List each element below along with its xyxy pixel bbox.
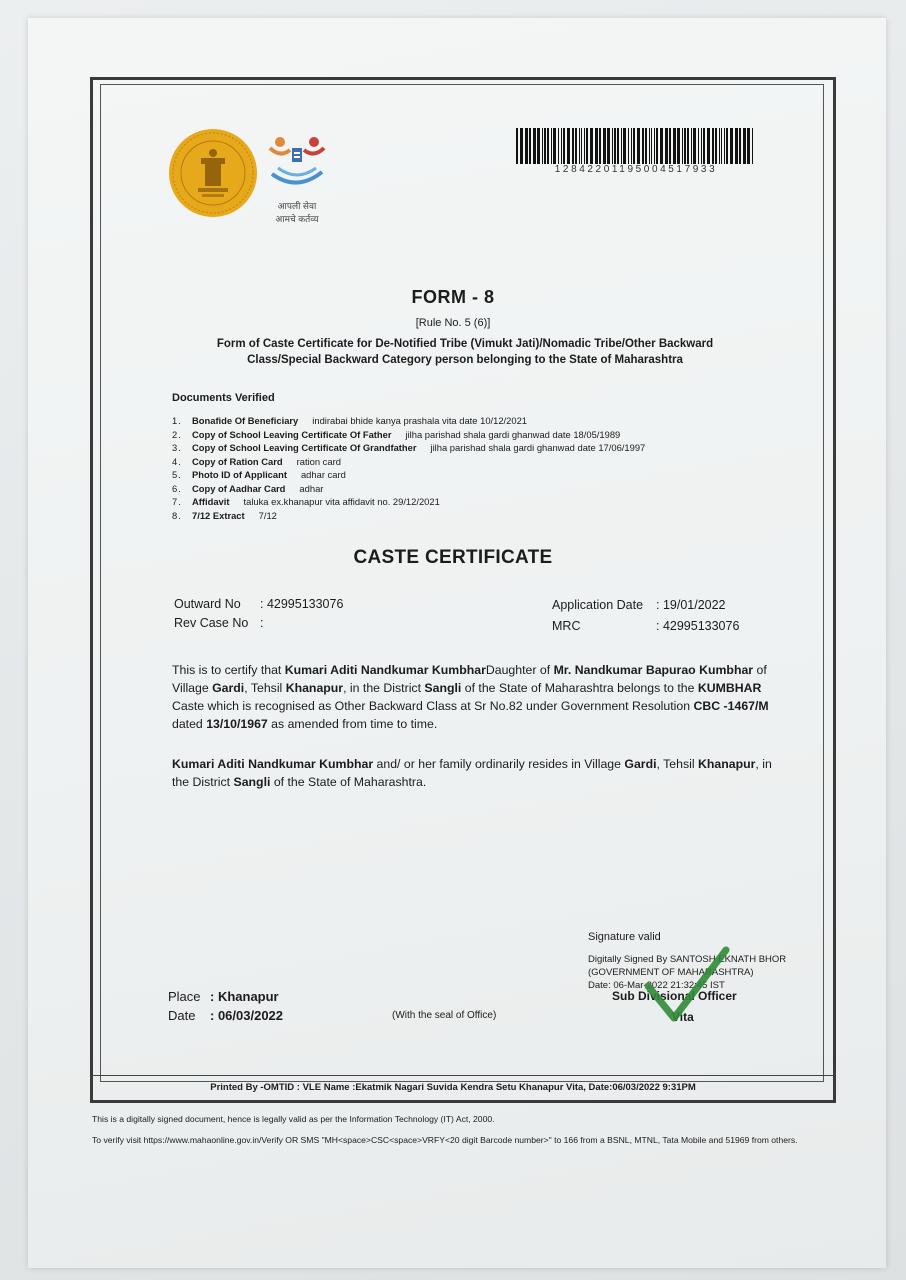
application-date-value: : 19/01/2022 [656, 598, 726, 612]
barcode-bar [520, 128, 523, 164]
rev-case-value: : [260, 616, 264, 630]
barcode-bar [656, 128, 658, 164]
aapli-seva-hands-icon [262, 128, 332, 192]
barcode-bar [590, 128, 593, 164]
place [168, 989, 279, 1004]
rev-case-no [174, 616, 263, 630]
barcode-bar [684, 128, 686, 164]
mrc-label: MRC [552, 619, 581, 633]
barcode-bar [633, 128, 635, 164]
barcode-bar [721, 128, 722, 164]
barcode-bar [669, 128, 671, 164]
barcode [516, 128, 756, 164]
barcode-bar [567, 128, 570, 164]
barcode-bar [660, 128, 663, 164]
logo-tagline-2: आमचे कर्तव्य [275, 214, 319, 224]
barcode-bar [603, 128, 606, 164]
barcode-bar [654, 128, 655, 164]
application-date [552, 598, 726, 612]
certificate-title: CASTE CERTIFICATE [353, 547, 553, 568]
barcode-bar [631, 128, 632, 164]
barcode-bar [693, 128, 696, 164]
list-item: 6. Copy of Aadhar Card adhar [172, 482, 324, 494]
barcode-bar [747, 128, 750, 164]
barcode-bar [724, 128, 725, 164]
outward-no-value: : 42995133076 [260, 597, 344, 611]
barcode-bar [665, 128, 668, 164]
list-item: 7. Affidavit taluka ex.khanapur vita affidavit no. 29/12/2021 [172, 496, 440, 507]
application-date-label: Application Date [552, 598, 644, 612]
barcode-bar [739, 128, 741, 164]
barcode-bar [642, 128, 644, 164]
barcode-bar [586, 128, 588, 164]
documents-list [172, 414, 645, 522]
barcode-bar [715, 128, 717, 164]
barcode-bar [563, 128, 565, 164]
barcode-bar [698, 128, 699, 164]
list-item: 2. Copy of School Leaving Certificate Of Father jilha parishad shala gardi ghanwad date 18/05/1989 [172, 428, 621, 440]
designation: Sub Divisional Officer [612, 989, 737, 1003]
green-check-icon [626, 940, 736, 1030]
barcode-bar [544, 128, 546, 164]
barcode-bar [623, 128, 626, 164]
barcode-bar [547, 128, 549, 164]
barcode-bar [533, 128, 536, 164]
barcode-bar [614, 128, 616, 164]
barcode-bar [735, 128, 738, 164]
barcode-bar [553, 128, 556, 164]
form-title: FORM - 8 [411, 287, 495, 307]
barcode-bar [628, 128, 629, 164]
barcode-bar [649, 128, 650, 164]
barcode-bar [595, 128, 598, 164]
list-item: 5. Photo ID of Applicant adhar card [172, 469, 346, 480]
barcode-bar [726, 128, 728, 164]
barcode-bar [525, 128, 528, 164]
barcode-bar [599, 128, 601, 164]
rule-number: [Rule No. 5 (6)] [415, 317, 491, 329]
list-item: 1. Bonafide Of Beneficiary indirabai bhide kanya prashala vita date 10/12/2021 [172, 415, 528, 426]
barcode-bar [703, 128, 705, 164]
barcode-bar [730, 128, 733, 164]
date-label: Date [168, 1008, 196, 1023]
barcode-bar [542, 128, 543, 164]
list-item: 4. Copy of Ration Card ration card [172, 455, 341, 467]
place-label: Place [168, 989, 201, 1004]
certificate-paragraph-2: Kumari Aditi Nandkumar Kumbhar and/ or her family ordinarily resides in Village Gardi, Tehsil Khanapur, in the District Sangli of the State of Maharashtra. [172, 757, 772, 789]
barcode-bar [719, 128, 720, 164]
date-value: : 06/03/2022 [210, 1008, 284, 1023]
barcode-bar [752, 128, 753, 164]
barcode-bar [701, 128, 702, 164]
office-name: Vita [672, 1010, 694, 1024]
barcode-bar [673, 128, 676, 164]
barcode-bar [579, 128, 580, 164]
barcode-bar [637, 128, 640, 164]
place-value: : Khanapur [210, 989, 279, 1004]
barcode-bar [707, 128, 710, 164]
barcode-bar [677, 128, 680, 164]
barcode-bar [617, 128, 619, 164]
signed-by: Digitally Signed By SANTOSH EKNATH BHOR [588, 954, 787, 965]
barcode-bar [645, 128, 647, 164]
barcode-bar [529, 128, 531, 164]
aapli-seva-logo [262, 128, 332, 224]
documents-heading: Documents Verified [172, 392, 275, 404]
signer-org: (GOVERNMENT OF MAHARASHTRA) [588, 967, 754, 978]
barcode-bar [607, 128, 610, 164]
maharashtra-emblem-icon [168, 128, 258, 218]
barcode-bar [584, 128, 585, 164]
logo-tagline-1: आपली सेवा [277, 201, 317, 211]
form-description: Form of Caste Certificate for De-Notified Tribe (Vimukt Jati)/Nomadic Tribe/Other Backward Class/Special Backward Category person belonging to the State of Maharashtra [216, 338, 714, 366]
inner-border [100, 84, 824, 1082]
barcode-bar [575, 128, 577, 164]
barcode-bar [743, 128, 746, 164]
barcode-bar [551, 128, 552, 164]
barcode-bar [682, 128, 683, 164]
barcode-bar [561, 128, 562, 164]
seal-note: (With the seal of Office) [392, 1010, 497, 1021]
barcode-bar [687, 128, 689, 164]
outward-no-label: Outward No [174, 597, 241, 611]
barcode-bar [712, 128, 714, 164]
outward-no [174, 597, 343, 611]
signature-valid: Signature valid [588, 931, 661, 943]
printed-by: Printed By -OMTID : VLE Name :Ekatmik Nagari Suvida Kendra Setu Khanapur Vita, Date:06/03/2022 9:31PM [210, 1082, 696, 1093]
mrc [552, 619, 739, 633]
mrc-value: : 42995133076 [656, 619, 740, 633]
barcode-number: 12842201195004517933 [554, 164, 718, 175]
barcode-bar [651, 128, 652, 164]
barcode-bar [572, 128, 574, 164]
barcode-bar [691, 128, 692, 164]
printed-divider [92, 1075, 834, 1076]
barcode-bar [516, 128, 518, 164]
list-item: 3. Copy of School Leaving Certificate Of Grandfather jilha parishad shala gardi ghanwad date 17/06/1997 [172, 442, 646, 453]
certificate-paragraph-1: This is to certify that Kumari Aditi Nandkumar KumbharDaughter of Mr. Nandkumar Bapurao Kumbhar of Village Gardi, Tehsil Khanapur, in the District Sangli of the State of Maharashtra belongs to the KUMBHAR Caste which is recognised as Other Backward Class at Sr No.82 under Government Resolution CBC -1467/M dated 13/10/1967 as amended from time to time. [172, 663, 769, 731]
issue-date [168, 1008, 283, 1023]
barcode-bar [581, 128, 582, 164]
barcode-bar [621, 128, 622, 164]
barcode-bar [537, 128, 540, 164]
barcode-bar [612, 128, 613, 164]
rev-case-label: Rev Case No [174, 616, 249, 630]
barcode-bar [558, 128, 559, 164]
verify-note: To verify visit https://www.mahaonline.gov.in/Verify OR SMS "MH<space>CSC<space>VRFY<20 digit Barcode number>" to 166 from a BSNL, MTNL, Tata Mobile and 51969 from others. [92, 1135, 798, 1145]
legal-note: This is a digitally signed document, hence is legally valid as per the Information Technology (IT) Act, 2000. [92, 1114, 495, 1124]
list-item: 8. 7/12 Extract 7/12 [172, 509, 277, 521]
signature-date: Date: 06-Mar-2022 21:32:45 IST [588, 980, 725, 991]
